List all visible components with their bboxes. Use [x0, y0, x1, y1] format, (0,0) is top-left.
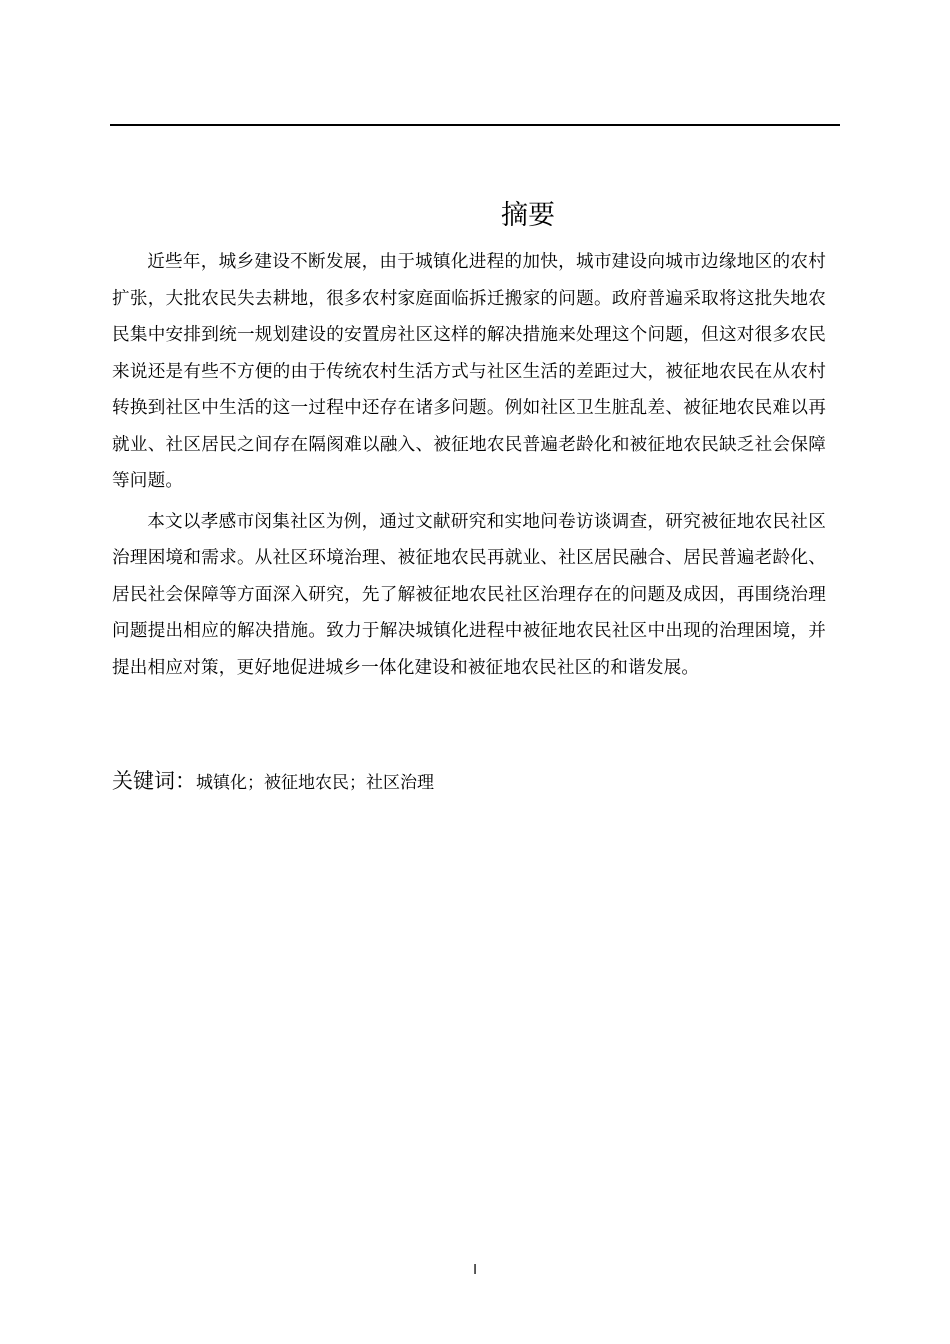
keywords-label: 关键词： [112, 769, 196, 793]
keywords-value: 城镇化；被征地农民；社区治理 [196, 773, 434, 793]
abstract-paragraph-2: 本文以孝感市闵集社区为例，通过文献研究和实地问卷访谈调查，研究被征地农民社区治理困境和需求。从社区环境治理、被征地农民再就业、社区居民融合、居民普遍老龄化、居民社会保障等方面深入研究，先了解被征地农民社区治理存在的问题及成因，再围绕治理问题提出相应的解决措施。致力于解决城镇化进程中被征地农民社区中出现的治理困境，并提出相应对策，更好地促进城乡一体化建设和被征地农民社区的和谐发展。 [112, 511, 826, 678]
abstract-paragraph-1: 近些年，城乡建设不断发展，由于城镇化进程的加快，城市建设向城市边缘地区的农村扩张，大批农民失去耕地，很多农村家庭面临拆迁搬家的问题。政府普遍采取将这批失地农民集中安排到统一规划建设的安置房社区这样的解决措施来处理这个问题，但这对很多农民来说还是有些不方便的由于传统农村生活方式与社区生活的差距过大，被征地农民在从农村转换到社区中生活的这一过程中还存在诸多问题。例如社区卫生脏乱差、被征地农民难以再就业、社区居民之间存在隔阂难以融入、被征地农民普遍老龄化和被征地农民缺乏社会保障等问题。 [112, 252, 826, 491]
header-rule [110, 124, 840, 126]
abstract-body [112, 244, 826, 686]
abstract-title: 摘要 [501, 200, 555, 231]
keywords-line [112, 764, 434, 800]
page-number: I [473, 1263, 477, 1278]
